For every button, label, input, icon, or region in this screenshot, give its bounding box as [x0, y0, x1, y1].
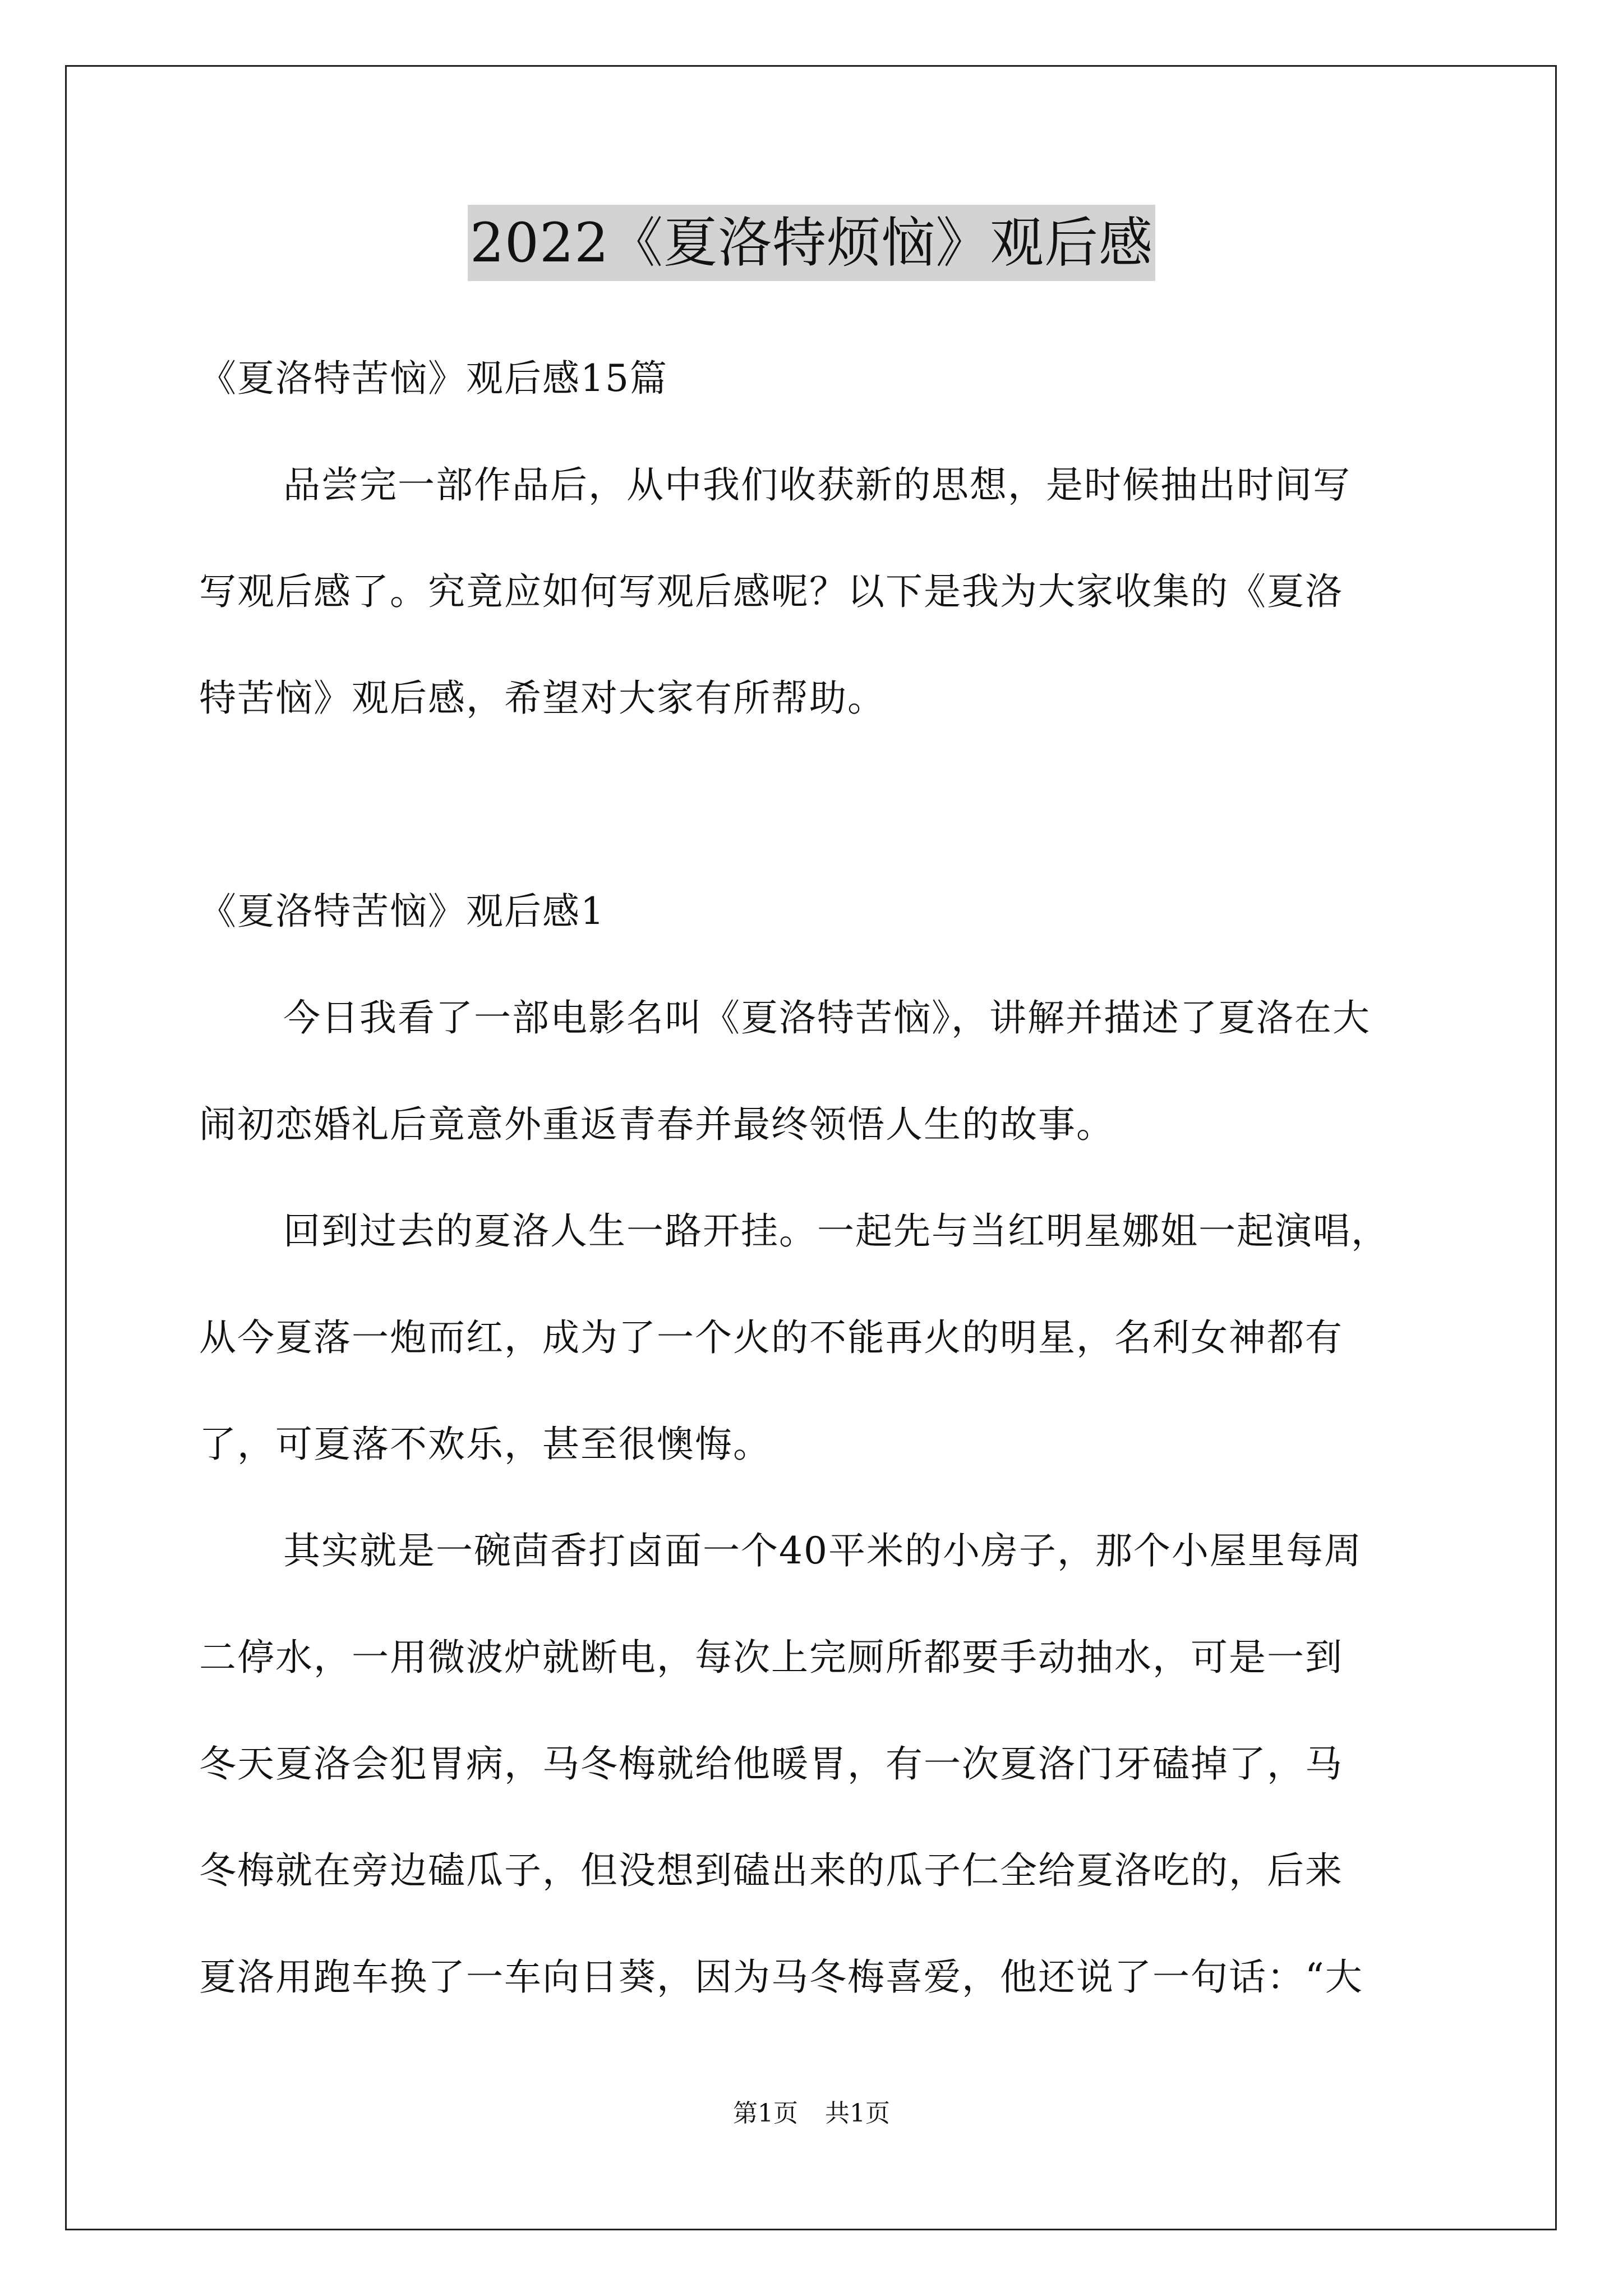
intro-line-3: 特苦恼》观后感，希望对大家有所帮助。 [199, 677, 886, 720]
paragraph3-line-3: 冬天夏洛会犯胃病，马冬梅就给他暖胃，有一次夏洛门牙磕掉了，马 [199, 1742, 1343, 1786]
paragraph3-line-4: 冬梅就在旁边磕瓜子，但没想到磕出来的瓜子仁全给夏洛吃的，后来 [199, 1849, 1343, 1892]
page-footer [0, 2097, 1623, 2131]
paragraph3-line-2: 二停水，一用微波炉就断电，每次上完厕所都要手动抽水，可是一到 [199, 1636, 1343, 1679]
paragraph2-line-2: 从今夏落一炮而红，成为了一个火的不能再火的明星，名利女神都有 [199, 1316, 1343, 1359]
title-container [0, 205, 1623, 281]
paragraph2-line-1: 回到过去的夏洛人生一路开挂。一起先与当红明星娜姐一起演唱， [283, 1209, 1389, 1253]
page-total: 共1页 [825, 2099, 890, 2128]
paragraph3-line-1: 其实就是一碗茴香打卤面一个40平米的小房子，那个小屋里每周 [283, 1529, 1362, 1572]
paragraph2-line-3: 了，可夏落不欢乐，甚至很懊悔。 [199, 1423, 771, 1466]
intro-line-1: 品尝完一部作品后，从中我们收获新的思想，是时候抽出时间写 [283, 463, 1351, 507]
paragraph3-line-5: 夏洛用跑车换了一车向日葵，因为马冬梅喜爱，他还说了一句话：“大 [199, 1955, 1363, 1999]
document-title: 2022《夏洛特烦恼》观后感 [468, 205, 1155, 281]
paragraph1-line-1: 今日我看了一部电影名叫《夏洛特苦恼》，讲解并描述了夏洛在大 [283, 996, 1371, 1039]
section-heading: 《夏洛特苦恼》观后感1 [199, 890, 605, 933]
document-subtitle: 《夏洛特苦恼》观后感15篇 [199, 357, 668, 400]
paragraph1-line-2: 闹初恋婚礼后竟意外重返青春并最终领悟人生的故事。 [199, 1103, 1114, 1146]
intro-line-2: 写观后感了。究竟应如何写观后感呢？以下是我为大家收集的《夏洛 [199, 570, 1343, 613]
page-number: 第1页 [733, 2099, 798, 2128]
